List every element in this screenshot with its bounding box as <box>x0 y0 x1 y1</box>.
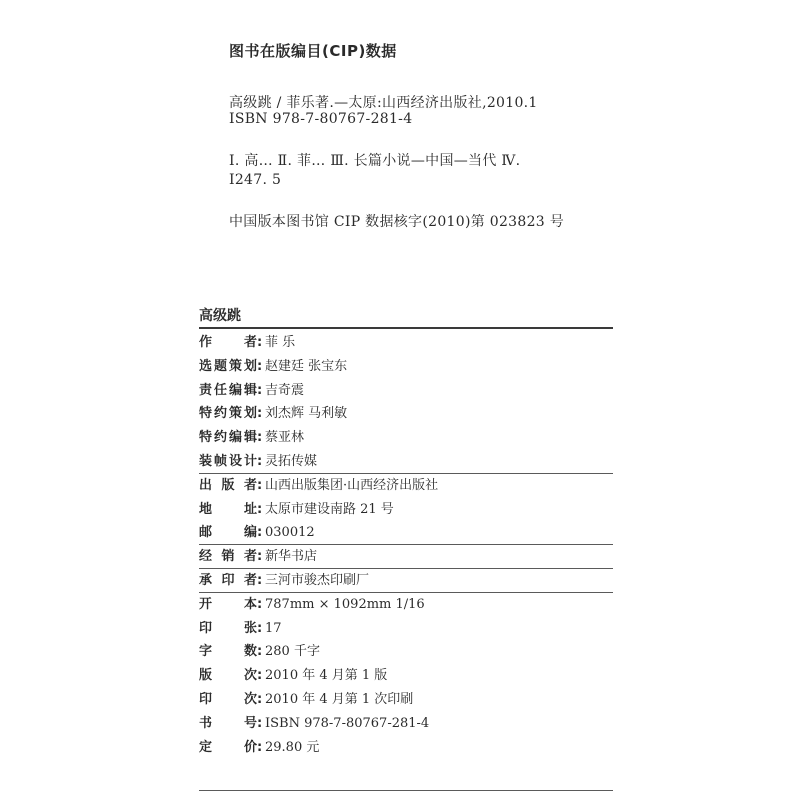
detail-label: 责任编辑 <box>199 382 257 398</box>
detail-label: 特约策划 <box>199 406 257 422</box>
detail-colon: : <box>257 406 263 422</box>
detail-value: 17 <box>265 620 282 636</box>
detail-colon: : <box>257 691 263 707</box>
detail-colon: : <box>257 739 263 755</box>
detail-row-format <box>199 593 613 617</box>
cip-heading: 图书在版编目(CIP)数据 <box>229 42 397 60</box>
detail-row-distributor <box>199 545 613 569</box>
detail-row-edition <box>199 664 613 688</box>
detail-colon: : <box>257 430 263 446</box>
detail-colon: : <box>257 715 263 731</box>
detail-label: 印次 <box>199 691 257 707</box>
cip-classification-line: Ⅰ. 高… Ⅱ. 菲… Ⅲ. 长篇小说—中国—当代 Ⅳ. <box>229 153 521 169</box>
detail-row-printer <box>199 569 613 593</box>
detail-row-isbn <box>199 712 613 736</box>
detail-colon: : <box>257 620 263 636</box>
bottom-rule <box>199 790 613 791</box>
detail-label: 选题策划 <box>199 358 257 374</box>
detail-label: 承印者 <box>199 572 257 588</box>
detail-row-postcode <box>199 521 613 545</box>
detail-row-special-planning <box>199 402 613 426</box>
detail-value: 29.80 元 <box>265 739 320 755</box>
detail-value: 菲 乐 <box>265 335 296 350</box>
detail-value: 2010 年 4 月第 1 次印刷 <box>265 691 414 707</box>
detail-value: 太原市建设南路 21 号 <box>265 501 394 517</box>
detail-label: 字数 <box>199 644 257 660</box>
detail-row-author <box>199 331 613 355</box>
detail-colon: : <box>257 382 263 398</box>
detail-row-special-editor <box>199 426 613 450</box>
detail-value: 灵拓传媒 <box>265 453 318 469</box>
detail-row-address <box>199 498 613 522</box>
detail-label: 定价 <box>199 739 257 755</box>
detail-colon: : <box>257 596 263 612</box>
detail-value: 刘杰辉 马利敏 <box>265 406 348 422</box>
cip-class-number-line: I247. 5 <box>229 172 282 188</box>
publication-details <box>199 331 613 759</box>
detail-row-impression <box>199 688 613 712</box>
detail-value: 新华书店 <box>265 549 318 565</box>
cip-title-line: 高级跳 / 菲乐著.—太原:山西经济出版社,2010.1 <box>229 95 538 111</box>
cip-isbn-line: ISBN 978-7-80767-281-4 <box>229 111 413 127</box>
detail-value: 三河市骏杰印刷厂 <box>265 572 370 588</box>
detail-colon: : <box>257 549 263 565</box>
detail-label: 印张 <box>199 620 257 636</box>
detail-colon: : <box>257 358 263 374</box>
detail-value: 赵建廷 张宝东 <box>265 358 348 374</box>
detail-value: 山西出版集团·山西经济出版社 <box>265 477 439 493</box>
detail-label: 特约编辑 <box>199 430 257 446</box>
detail-label: 经销者 <box>199 549 257 565</box>
detail-value: 030012 <box>265 525 315 541</box>
detail-value: 280 千字 <box>265 644 320 660</box>
detail-label: 书号 <box>199 715 257 731</box>
detail-label: 版次 <box>199 668 257 684</box>
detail-row-editor <box>199 379 613 403</box>
detail-colon: : <box>257 501 263 517</box>
detail-colon: : <box>257 453 263 469</box>
detail-value: 2010 年 4 月第 1 版 <box>265 668 388 684</box>
detail-label: 作者 <box>199 335 257 350</box>
cip-record-number-line: 中国版本图书馆 CIP 数据核字(2010)第 023823 号 <box>229 214 565 230</box>
detail-row-planning <box>199 355 613 379</box>
detail-colon: : <box>257 572 263 588</box>
top-rule <box>199 327 613 329</box>
detail-colon: : <box>257 335 263 350</box>
book-title: 高级跳 <box>199 308 241 324</box>
detail-value: 787mm × 1092mm 1/16 <box>265 596 425 612</box>
detail-value: ISBN 978-7-80767-281-4 <box>265 715 430 731</box>
detail-row-price <box>199 736 613 760</box>
detail-row-word-count <box>199 640 613 664</box>
detail-value: 吉奇震 <box>265 382 305 398</box>
detail-label: 装帧设计 <box>199 453 257 469</box>
detail-colon: : <box>257 644 263 660</box>
detail-label: 出版者 <box>199 477 257 493</box>
detail-row-sheets <box>199 617 613 641</box>
detail-label: 邮编 <box>199 525 257 541</box>
detail-colon: : <box>257 668 263 684</box>
detail-value: 蔡亚林 <box>265 430 305 446</box>
detail-row-publisher <box>199 474 613 498</box>
detail-label: 地址 <box>199 501 257 517</box>
detail-colon: : <box>257 477 263 493</box>
detail-label: 开本 <box>199 596 257 612</box>
detail-colon: : <box>257 525 263 541</box>
detail-row-design <box>199 450 613 474</box>
